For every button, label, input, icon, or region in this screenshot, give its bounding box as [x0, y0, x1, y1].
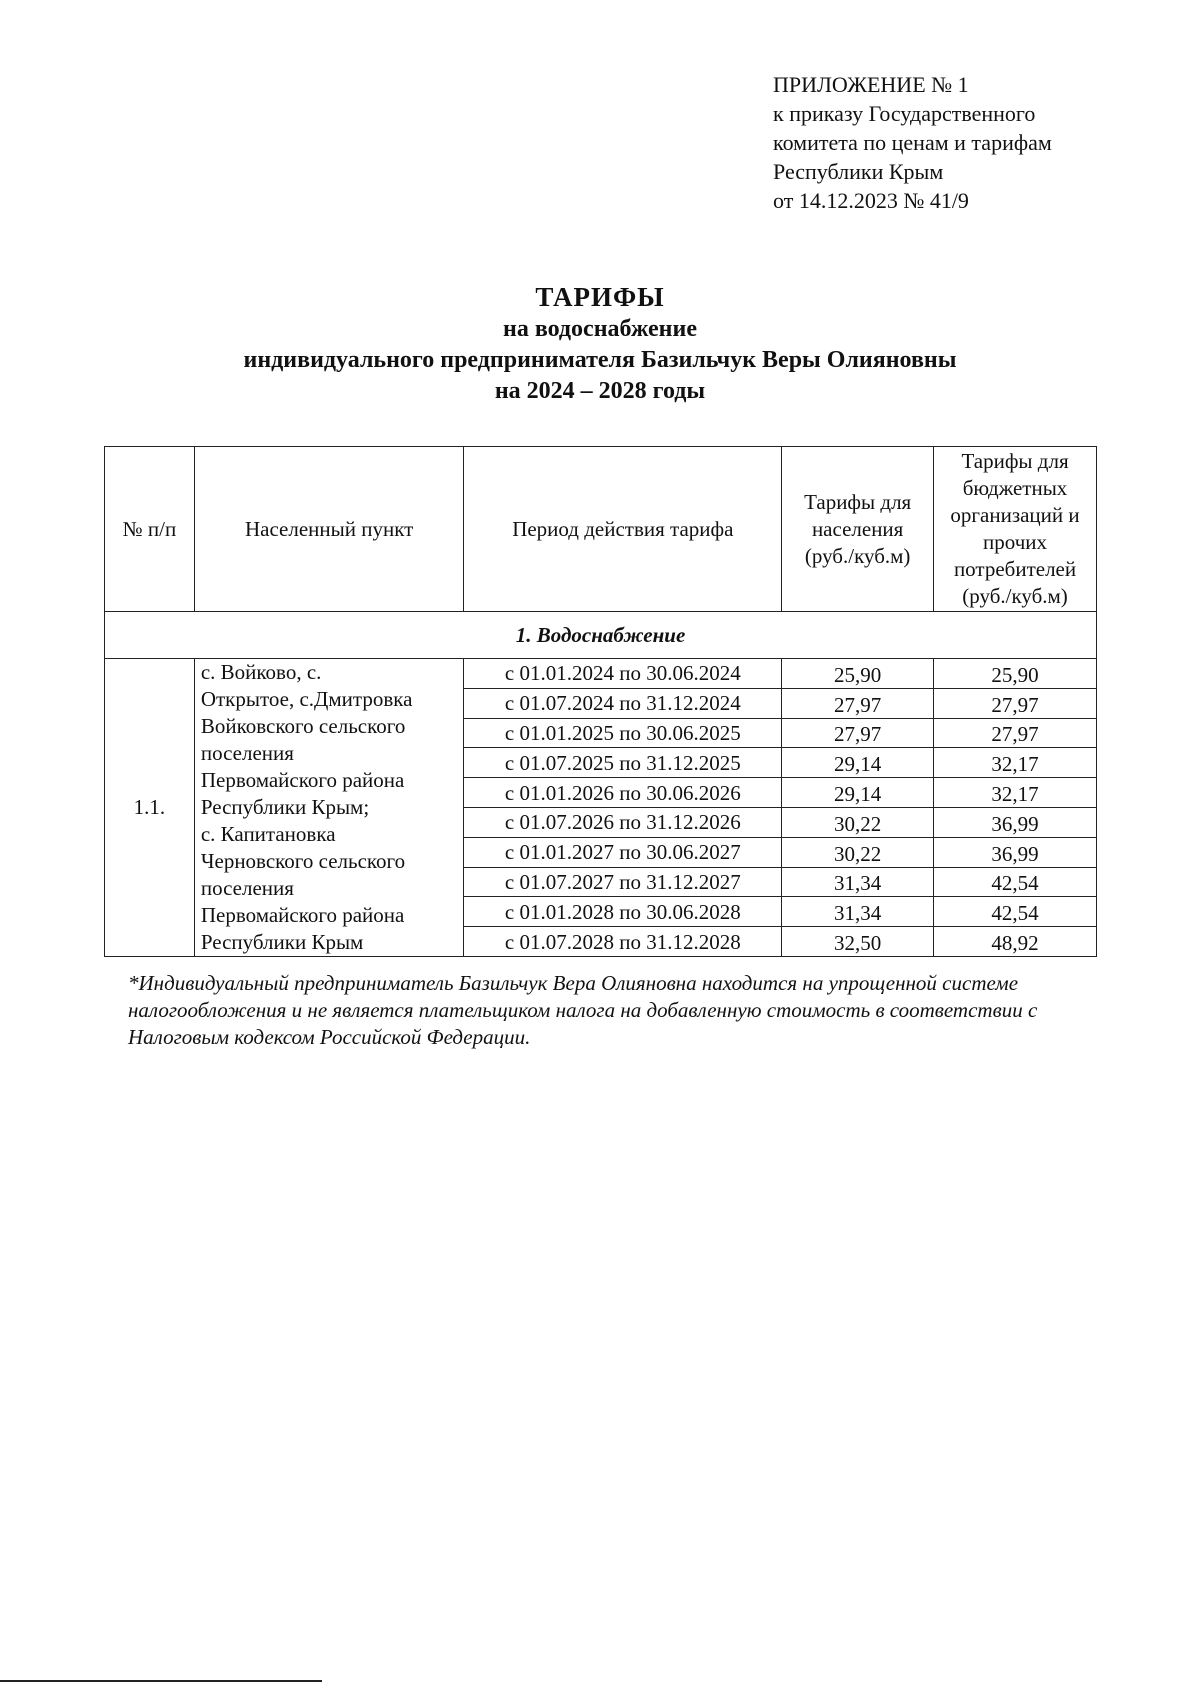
header-budget-tariff: Тарифы для бюджетных организаций и прочих потребителей (руб./куб.м) [934, 447, 1097, 612]
period-cell: с 01.01.2028 по 30.06.2028 [464, 897, 782, 927]
budget-tariff-cell: 32,17 [934, 748, 1097, 778]
period-cell: с 01.01.2027 по 30.06.2027 [464, 837, 782, 867]
budget-tariff-cell: 32,17 [934, 778, 1097, 808]
appendix-line: ПРИЛОЖЕНИЕ № 1 [773, 72, 969, 97]
budget-tariff-cell: 27,97 [934, 718, 1097, 748]
settlement-line: Первомайского района [200, 768, 405, 792]
budget-tariff-cell: 25,90 [934, 659, 1097, 689]
population-tariff-cell: 25,90 [782, 659, 934, 689]
budget-tariff-cell: 48,92 [934, 927, 1097, 957]
period-cell: с 01.07.2028 по 31.12.2028 [464, 927, 782, 957]
budget-tariff-cell: 42,54 [934, 867, 1097, 897]
header-place: Населенный пункт [194, 447, 464, 612]
settlement-line: Республики Крым; [200, 795, 370, 819]
footnote: *Индивидуальный предприниматель Базильчук Вера Олияновна находится на упрощенной системе налогообложения и не является плательщиком налога на добавленную стоимость в соответствии с Налоговым кодексом Российской Федерации. [128, 971, 1038, 1049]
settlement-cell [194, 659, 464, 957]
heading-line-2: индивидуального предпринимателя Базильчук Веры Олияновны [243, 347, 957, 373]
appendix-line: комитета по ценам и тарифам [773, 130, 1052, 155]
settlement-line: Республики Крым [200, 930, 364, 954]
period-cell: с 01.01.2026 по 30.06.2026 [464, 778, 782, 808]
header-population-tariff: Тарифы для населения (руб./куб.м) [782, 447, 934, 612]
footer-rule [0, 1680, 322, 1682]
tariffs-table [104, 446, 1097, 957]
heading-line-3: на 2024 – 2028 годы [494, 378, 706, 404]
row-number: 1.1. [105, 659, 195, 957]
settlement-line: с. Войково, с. [200, 660, 322, 684]
settlement-line: Войковского сельского [200, 714, 406, 738]
settlement-line: поселения [200, 741, 294, 765]
population-tariff-cell: 30,22 [782, 807, 934, 837]
header-period: Период действия тарифа [464, 447, 782, 612]
settlement-line: с. Капитановка [200, 822, 336, 846]
population-tariff-cell: 31,34 [782, 897, 934, 927]
period-cell: с 01.07.2024 по 31.12.2024 [464, 688, 782, 718]
settlement-line: Открытое, с.Дмитровка [200, 687, 413, 711]
header-num: № п/п [105, 447, 195, 612]
document-title: ТАРИФЫ [535, 282, 665, 312]
population-tariff-cell: 32,50 [782, 927, 934, 957]
population-tariff-cell: 29,14 [782, 748, 934, 778]
document-heading [0, 280, 1200, 407]
budget-tariff-cell: 27,97 [934, 688, 1097, 718]
period-cell: с 01.01.2024 по 30.06.2024 [464, 659, 782, 689]
section-row [105, 612, 1097, 659]
period-cell: с 01.07.2027 по 31.12.2027 [464, 867, 782, 897]
settlement-line: поселения [200, 876, 294, 900]
population-tariff-cell: 27,97 [782, 718, 934, 748]
budget-tariff-cell: 36,99 [934, 837, 1097, 867]
appendix-line: Республики Крым [773, 159, 944, 184]
budget-tariff-cell: 42,54 [934, 897, 1097, 927]
section-title: 1. Водоснабжение [105, 612, 1097, 659]
appendix-line: к приказу Государственного [773, 101, 1036, 126]
heading-line-1: на водоснабжение [502, 316, 697, 342]
period-cell: с 01.07.2025 по 31.12.2025 [464, 748, 782, 778]
period-cell: с 01.01.2025 по 30.06.2025 [464, 718, 782, 748]
appendix-line: от 14.12.2023 № 41/9 [773, 188, 969, 213]
appendix-block [773, 70, 1052, 215]
population-tariff-cell: 29,14 [782, 778, 934, 808]
settlement-line: Черновского сельского [200, 849, 406, 873]
period-cell: с 01.07.2026 по 31.12.2026 [464, 807, 782, 837]
settlement-line: Первомайского района [200, 903, 405, 927]
population-tariff-cell: 30,22 [782, 837, 934, 867]
population-tariff-cell: 27,97 [782, 688, 934, 718]
table-header-row [105, 447, 1097, 612]
population-tariff-cell: 31,34 [782, 867, 934, 897]
table-row [105, 659, 1097, 689]
budget-tariff-cell: 36,99 [934, 807, 1097, 837]
